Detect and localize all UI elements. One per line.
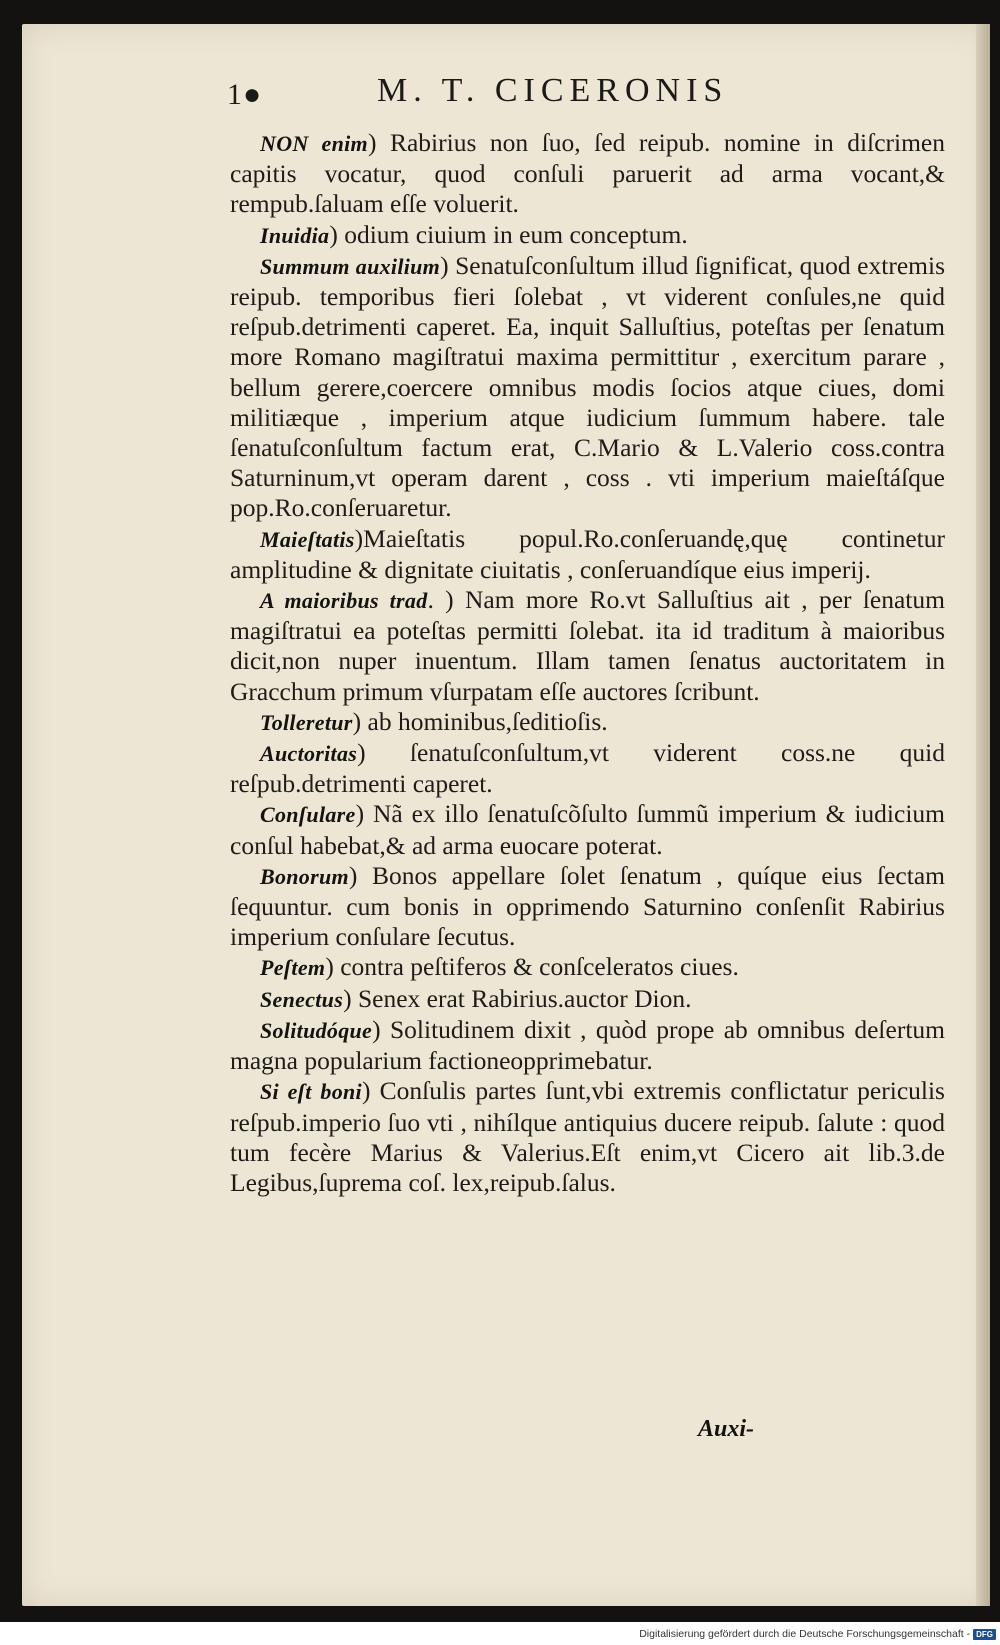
lemma: Tolleretur (260, 709, 353, 735)
lemma: NON enim (260, 131, 368, 156)
page-number: 1● (227, 78, 263, 111)
commentary-entry (230, 861, 945, 953)
commentary-entry (230, 707, 945, 738)
commentary-entry (230, 128, 945, 220)
gloss: ) Bonos appellare ſolet ſenatum , quíque eius ſectam ſequuntur. cum bonis in opprimendo Saturnino conſenſit Rabirius imperium conſulare ſecutus. (230, 860, 945, 952)
commentary-entry (230, 220, 945, 251)
lemma: Bonorum (260, 863, 349, 889)
running-head: M. T. CICERONIS (377, 72, 729, 109)
lemma: Senectus (260, 986, 344, 1012)
gloss: ) Nã ex illo ſenatuſcõſulto ſummũ imperium & iudicium conſul habebat,& ad arma euocare poterat. (230, 799, 945, 860)
digitization-credit (639, 1628, 996, 1640)
gloss: ) ab hominibus,ſeditioſis. (352, 706, 608, 736)
gloss: ) Senex erat Rabirius.auctor Dion. (343, 983, 692, 1013)
gloss: ) Conſulis partes ſunt,vbi extremis conflictatur periculis reſpub.imperio ſuo vti , nihílque antiquius ducere reipub. ſalute : quod tum fecère Marius & Valerius.Eſt enim,vt Cicero ait lib.3.de Legibus,ſuprema coſ. lex,reipub.ſalus. (230, 1076, 945, 1197)
catchword: Auxi- (697, 1416, 754, 1442)
lemma: A maioribus trad (260, 588, 428, 614)
page-header (22, 66, 990, 116)
commentary-entry (230, 738, 945, 799)
credit-text: Digitalisierung gefördert durch die Deutsche Forschungsgemeinschaft - (639, 1628, 971, 1640)
commentary-entry (230, 952, 945, 983)
gloss: ) Solitudinem dixit , quòd prope ab omnibus deſertum magna popularium factioneopprimebatur. (230, 1014, 945, 1076)
lemma: Si eſt boni (260, 1079, 362, 1105)
commentary-entry (230, 1076, 945, 1198)
lemma: Summum auxilium (260, 253, 441, 279)
lemma: Conſulare (260, 802, 356, 828)
lemma: Inuidia (260, 222, 330, 248)
gloss: ) ſenatuſconſultum,vt viderent coss.ne quid reſpub.detrimenti caperet. (230, 738, 945, 799)
gloss: . ) Nam more Ro.vt Salluſtius ait , per ſenatum magiſtratui ea poteſtas permitti ſolebat. ita id traditum à maioribus dicit,non nuper inuentum. Illam tamen ſenatus auctoritatem in Gracchum primum vſurpatam eſſe auctores ſcribunt. (230, 585, 945, 706)
lemma: Maieſtatis (260, 526, 355, 552)
commentary-entry (230, 251, 945, 524)
gloss: ) Senatuſconſultum illud ſignificat, quod extremis reipub. temporibus fieri ſolebat , vt viderent conſules,ne quid reſpub.detrimenti caperet. Ea, inquit Salluſtius, poteſtas per ſenatum more Romano magiſtratui maxima permittitur , exercitum parare , bellum gerere,coercere omnibus modis ſocios atque ciues, domi militiæque , imperium atque iudicium ſummum habere. tale ſenatuſconſultum factum erat, C.Mario & L.Valerio coss.contra Saturninum,vt operam darent , coss . vti imperium maieſtáſque pop.Ro.conſeruaretur. (230, 250, 945, 523)
lemma: Solitudóque (260, 1017, 373, 1043)
page-edge (976, 24, 990, 1606)
commentary-entry (230, 585, 945, 707)
gloss: ) Rabirius non ſuo, ſed reipub. nomine in diſcrimen capitis vocatur, quod conſuli paruerit ad arma vocant,& rempub.ſaluam eſſe voluerit. (230, 128, 945, 219)
commentary-entry (230, 799, 945, 860)
commentary-entry (230, 1015, 945, 1076)
commentary-entry (230, 984, 945, 1015)
lemma: Auctoritas (260, 741, 358, 767)
gloss: ) contra peſtiferos & conſceleratos ciues. (325, 952, 739, 982)
lemma: Peſtem (260, 955, 326, 981)
gloss: ) odium ciuium in eum conceptum. (329, 219, 688, 249)
commentary-body (230, 128, 945, 1198)
book-page (22, 24, 990, 1606)
commentary-entry (230, 524, 945, 585)
dfg-logo: DFG (973, 1629, 996, 1640)
gloss: )Maieſtatis popul.Ro.conſeruandę,quę continetur amplitudine & dignitate ciuitatis , conſeruandíque eius imperij. (230, 523, 945, 584)
